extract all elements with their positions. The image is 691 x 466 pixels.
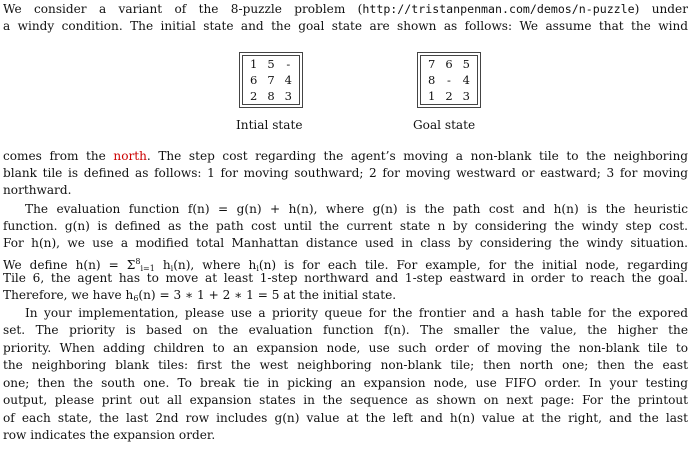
initial-cell: 4 — [284, 73, 292, 87]
para2-line-5: Tile 6, the agent has to move at least 1-step northward and 1-step eastward in order to reach the goal. — [3, 271, 688, 285]
intro-text-b: ) under — [634, 2, 688, 16]
para2-line-1: The evaluation function f(n) = g(n) + h(n), where g(n) is the path cost and h(n) is the heuristic — [25, 202, 688, 216]
sum-lower: i=1 — [140, 264, 155, 273]
subscript-i-2: i — [256, 264, 259, 273]
para2-line-3: For h(n), we use a modified total Manhattan distance used in class by considering the windy situation. — [3, 236, 688, 250]
initial-state-grid — [239, 52, 303, 108]
para2-text-d: (n) is for each tile. For example, for the initial node, regarding — [258, 258, 688, 272]
goal-cell: - — [447, 73, 451, 87]
subscript-6: 6 — [133, 294, 139, 303]
initial-cell: 3 — [284, 89, 292, 103]
goal-cell: 6 — [445, 57, 453, 71]
goal-cell: 4 — [462, 73, 470, 87]
para1-line-3: northward. — [3, 183, 72, 197]
goal-cell: 2 — [445, 89, 453, 103]
initial-cell: - — [286, 57, 291, 71]
para2-line-2: function. g(n) is defined as the path cost until the current state n by considering the windy step cost. — [3, 219, 688, 233]
goal-cell: 1 — [428, 89, 436, 103]
initial-cell: 7 — [267, 73, 275, 87]
para3-line-4: the neighboring blank tiles: first the west neighboring non-blank tile; then north one; then the east — [3, 358, 688, 372]
para3-line-8: row indicates the expansion order. — [3, 428, 216, 442]
intro-text-a: We consider a variant of the 8-puzzle problem ( — [3, 2, 363, 16]
subscript-i: i — [170, 264, 174, 273]
goal-cell: 5 — [462, 57, 470, 71]
goal-cell: 8 — [428, 73, 436, 87]
initial-cell: 2 — [250, 89, 258, 103]
initial-cell: 1 — [250, 57, 258, 71]
para1-text-b: . The step cost regarding the agent’s moving a non-blank tile to the neighboring — [146, 149, 688, 163]
sum-text: We define h(n) = Σ — [3, 258, 136, 272]
para1-text-a: comes from the — [3, 149, 114, 163]
para2-text-b: h — [154, 258, 171, 272]
para2-text-6b: (n) = 3 ∗ 1 + 2 ∗ 1 = 5 at the initial state. — [138, 288, 397, 302]
goal-state-caption: Goal state — [413, 118, 476, 132]
initial-cell: 5 — [267, 57, 275, 71]
para3-line-5: one; then the south one. To break tie in picking an expansion node, use FIFO order. In your testing — [3, 376, 688, 390]
goal-cell: 7 — [428, 57, 436, 71]
north-highlight: north — [113, 149, 147, 163]
para3-line-2: set. The priority is based on the evaluation function f(n). The smaller the value, the higher the — [3, 323, 688, 337]
intro-line-2: a windy condition. The initial state and the goal state are shown as follows: We assume that the wind — [3, 19, 688, 33]
goal-state-grid — [417, 52, 481, 108]
para2-line-6 — [3, 288, 688, 307]
para1-line-1 — [3, 149, 688, 165]
para3-line-7: of each state, the last 2nd row includes g(n) value at the left and h(n) value at the right, and the last — [3, 411, 688, 425]
puzzle-url: http://tristanpenman.com/demos/n-puzzle — [362, 2, 635, 16]
intro-line-1 — [3, 2, 688, 18]
para3-line-6: output, please print out all expansion states in the sequence as shown on next page: For the printout — [3, 393, 688, 407]
para2-text-6a: Therefore, we have h — [3, 288, 134, 302]
initial-state-caption: Intial state — [236, 118, 303, 132]
para1-line-2: blank tile is defined as follows: 1 for moving southward; 2 for moving westward or eastward; 3 for moving — [3, 166, 688, 180]
para2-text-c: (n), where h — [173, 258, 257, 272]
initial-cell: 6 — [250, 73, 258, 87]
goal-cell: 3 — [462, 89, 470, 103]
para3-line-3: priority. When adding children to an expansion node, use such order of moving the non-blank tile to — [3, 341, 688, 355]
initial-cell: 8 — [267, 89, 275, 103]
para3-line-1: In your implementation, please use a priority queue for the frontier and a hash table for the expored — [25, 306, 688, 320]
sum-upper: 8 — [135, 257, 141, 266]
